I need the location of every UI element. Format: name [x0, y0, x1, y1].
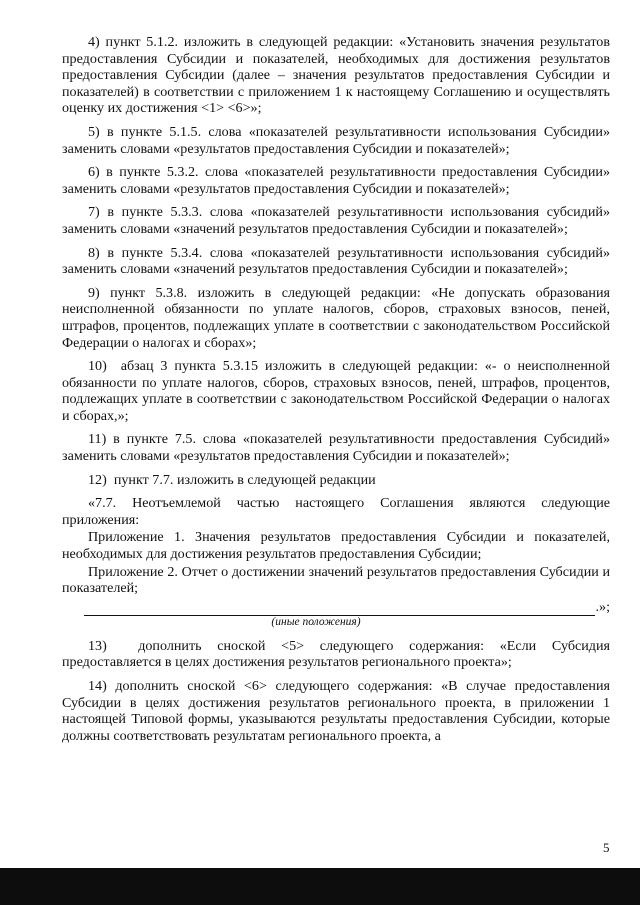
paragraph-5: 5) в пункте 5.1.5. слова «показателей результативности использования Субсидии» заменить словами «результатов предоставления Субсидии и показателей»; [62, 123, 610, 157]
page-number: 5 [603, 840, 610, 855]
paragraph-10: 10) абзац 3 пункта 5.3.15 изложить в следующей редакции: «- о неисполненной обязанности по уплате налогов, сборов, страховых взносов, пеней, штрафов, процентов, подлежащих уплате в соответствии с законодательством Российской Федерации о налогах и сборах,»; [62, 358, 610, 424]
fill-in-tail: .»; [595, 599, 610, 616]
paragraph-11: 11) в пункте 7.5. слова «показателей результативности предоставления Субсидий» заменить словами «результатов предоставления Субсидии и показателей»; [62, 431, 610, 465]
paragraph-8: 8) в пункте 5.3.4. слова «показателей результативности использования субсидий» заменить словами «значений результатов предоставления Субсидии и показателей»; [62, 244, 610, 278]
paragraph-12: 12) пункт 7.7. изложить в следующей редакции [88, 471, 376, 488]
appendix-2-line: Приложение 2. Отчет о достижении значений результатов предоставления Субсидии и показателей; [62, 563, 610, 597]
paragraph-13: 13) дополнить сноской <5> следующего содержания: «Если Субсидия предоставляется в целях достижения результатов регионального проекта»; [62, 637, 610, 671]
paragraph-6: 6) в пункте 5.3.2. слова «показателей результативности предоставления Субсидии» заменить словами «результатов предоставления Субсидии и показателей»; [62, 164, 610, 197]
paragraph-9: 9) пункт 5.3.8. изложить в следующей редакции: «Не допускать образования неисполненной обязанности по уплате налогов, сборов, страховых взносов, пеней, штрафов, процентов, подлежащих уплате в соответствии с законодательством Российской Федерации о налогах и сборах»; [62, 284, 610, 351]
paragraph-4: 4) пункт 5.1.2. изложить в следующей редакции: «Установить значения результатов предоставления Субсидии и показателей, необходимых для достижения результатов предоставления Субсидии (далее – значения результатов предоставления Субсидии и показателей) в соответствии с приложением 1 к настоящему Соглашению и осуществлять оценку их достижения <1> <6>»; [62, 34, 610, 117]
document-page [62, 34, 610, 751]
paragraph-14: 14) дополнить сноской <6> следующего содержания: «В случае предоставления Субсидии в целях достижения результатов регионального проекта, в приложении 1 настоящей Типовой формы, указываются результаты предоставления Субсидии, которые должны соответствовать результатам регионального проекта, а [62, 678, 610, 744]
appendix-1-line: Приложение 1. Значения результатов предоставления Субсидии и показателей, необходимых для достижения результатов предоставления Субсидии; [62, 529, 610, 563]
paragraph-7: 7) в пункте 5.3.3. слова «показателей результативности использования субсидий» заменить словами «значений результатов предоставления Субсидии и показателей»; [62, 204, 610, 237]
fill-in-line [62, 599, 610, 616]
blank-underline [84, 603, 595, 616]
fill-in-caption: (иные положения) [271, 615, 361, 628]
scan-edge-bar [0, 868, 640, 905]
paragraph-12-quote: «7.7. Неотъемлемой частью настоящего Соглашения являются следующие приложения: [62, 495, 610, 528]
